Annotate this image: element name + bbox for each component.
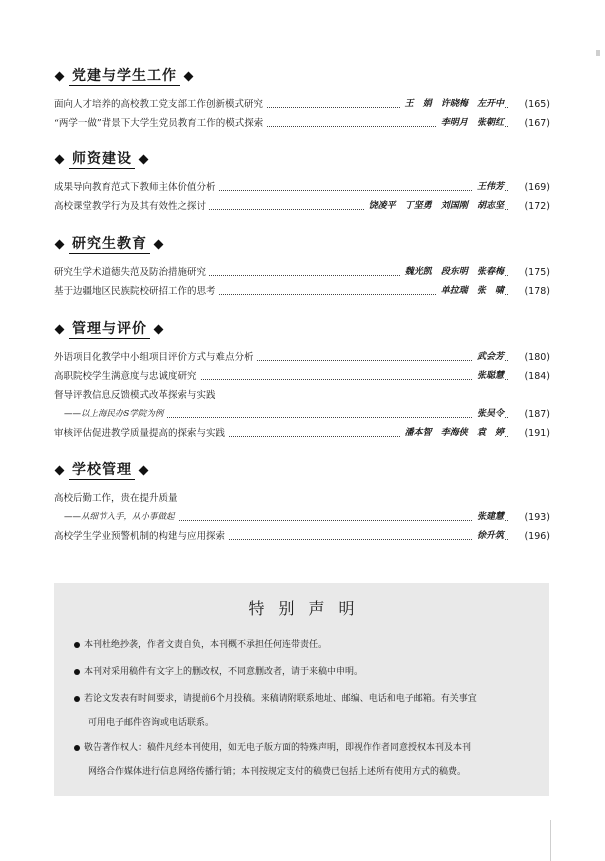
section-title: 党建与学生工作 [69,67,180,86]
entry-authors: 饶凌平 丁坚勇 刘国刚 胡志坚 [365,197,504,216]
section-heading [56,235,550,255]
special-notice-box [54,583,549,796]
diamond-icon [55,155,65,165]
entry-authors: 王 娟 许晓梅 左开中 [401,95,504,114]
entry-title: 成果导向教育范式下教师主体价值分析 [54,178,219,197]
section-heading [56,150,550,170]
toc-entry[interactable] [54,95,550,114]
section-graduate-education [54,235,550,301]
entry-title: 高校学生学业预警机制的构建与应用探索 [54,527,228,546]
entry-title: 审核评估促进教学质量提高的探索与实践 [54,424,228,443]
toc-entry[interactable] [54,367,550,386]
entry-page: (187) [508,405,550,424]
toc-entry[interactable] [54,282,550,301]
entry-title: 基于边疆地区民族院校研招工作的思考 [54,282,219,301]
section-heading [56,461,550,481]
toc-entry[interactable] [54,263,550,282]
entry-authors: 王伟芳 [473,178,504,197]
section-title: 管理与评价 [69,320,150,339]
notice-item [74,660,539,684]
bullet-icon [74,696,80,702]
entry-page: (196) [508,527,550,546]
notice-title: 特别声明 [248,599,369,618]
entry-page: (191) [508,424,550,443]
entry-subtitle: ——从细节入手，从小事做起 [54,508,178,527]
toc-entry-subtitle[interactable] [54,405,550,424]
diamond-icon [154,325,164,335]
section-party-building [54,67,550,133]
entry-authors: 张聪慧 [473,367,504,386]
toc-entry[interactable] [54,348,550,367]
notice-text-continued: 网络合作媒体进行信息网络传播行销；本刊按规定支付的稿费已包括上述所有使用方式的稿费。 [88,767,467,777]
notice-text: 本刊杜绝抄袭，作者文责自负，本刊概不承担任何连带责任。 [84,640,328,650]
entry-page: (165) [508,95,550,114]
bullet-icon [74,745,80,751]
section-management-evaluation [54,320,550,443]
section-school-management [54,461,550,546]
notice-item [74,736,539,784]
diamond-icon [139,155,149,165]
toc-entry-subtitle[interactable] [54,508,550,527]
entry-authors: 武会芳 [473,348,504,367]
toc-entry[interactable] [54,114,550,133]
diamond-icon [55,72,65,82]
entry-authors: 魏光凯 段东明 张春梅 [401,263,504,282]
entry-subtitle: ——以上海民办S学院为例 [54,405,166,424]
diamond-icon [55,240,65,250]
notice-text: 本刊对采用稿件有文字上的删改权，不同意删改者，请于来稿中申明。 [84,667,364,677]
section-title: 研究生教育 [69,235,150,254]
entry-page: (178) [508,282,550,301]
section-title: 学校管理 [69,461,135,480]
notice-text-continued: 可用电子邮件咨询或电话联系。 [88,718,215,728]
entry-title: 面向人才培养的高校教工党支部工作创新模式研究 [54,95,266,114]
entry-title: 督导评教信息反馈模式改革探索与实践 [54,386,219,405]
entry-page: (172) [508,197,550,216]
entry-authors: 李明月 张朝红 [437,114,504,133]
toc-entry[interactable] [54,527,550,546]
entry-title: 高校后勤工作，贵在提升质量 [54,489,181,508]
toc-entry[interactable] [54,489,550,508]
entry-authors: 张建慧 [473,508,504,527]
entry-page: (180) [508,348,550,367]
entry-authors: 潘本智 李海侠 袁 婷 [401,424,504,443]
diamond-icon [184,72,194,82]
entry-page: (169) [508,178,550,197]
notice-item [74,633,539,657]
diamond-icon [139,466,149,476]
toc-entry[interactable] [54,386,550,405]
entry-page: (184) [508,367,550,386]
diamond-icon [154,240,164,250]
notice-item [74,687,539,735]
entry-authors: 单拉瑞 张 啸 [437,282,504,301]
section-title: 师资建设 [69,150,135,169]
toc-entry[interactable] [54,197,550,216]
entry-title: 高校课堂教学行为及其有效性之探讨 [54,197,209,216]
diamond-icon [55,325,65,335]
entry-page: (193) [508,508,550,527]
page-corner-mark [596,50,600,56]
toc-entry[interactable] [54,424,550,443]
entry-page: (175) [508,263,550,282]
section-heading [56,67,550,87]
entry-title: “两学一做”背景下大学生党员教育工作的模式探索 [54,114,266,133]
section-heading [56,320,550,340]
bullet-icon [74,642,80,648]
diamond-icon [55,466,65,476]
notice-text: 若论文发表有时间要求，请提前6个月投稿。来稿请附联系地址、邮编、电话和电子邮箱。有关事宜 [84,694,477,704]
entry-page: (167) [508,114,550,133]
entry-title: 研究生学术道德失范及防治措施研究 [54,263,209,282]
section-faculty-development [54,150,550,216]
binding-edge-line [550,820,551,861]
bullet-icon [74,669,80,675]
entry-title: 外语项目化教学中小组项目评价方式与难点分析 [54,348,257,367]
notice-text: 敬告著作权人：稿件凡经本刊使用，如无电子版方面的特殊声明，即视作作者同意授权本刊及本刊 [84,743,472,753]
entry-authors: 徐升筑 [473,527,504,546]
toc-entry[interactable] [54,178,550,197]
entry-authors: 张吴令 [473,405,504,424]
entry-title: 高职院校学生满意度与忠诚度研究 [54,367,200,386]
